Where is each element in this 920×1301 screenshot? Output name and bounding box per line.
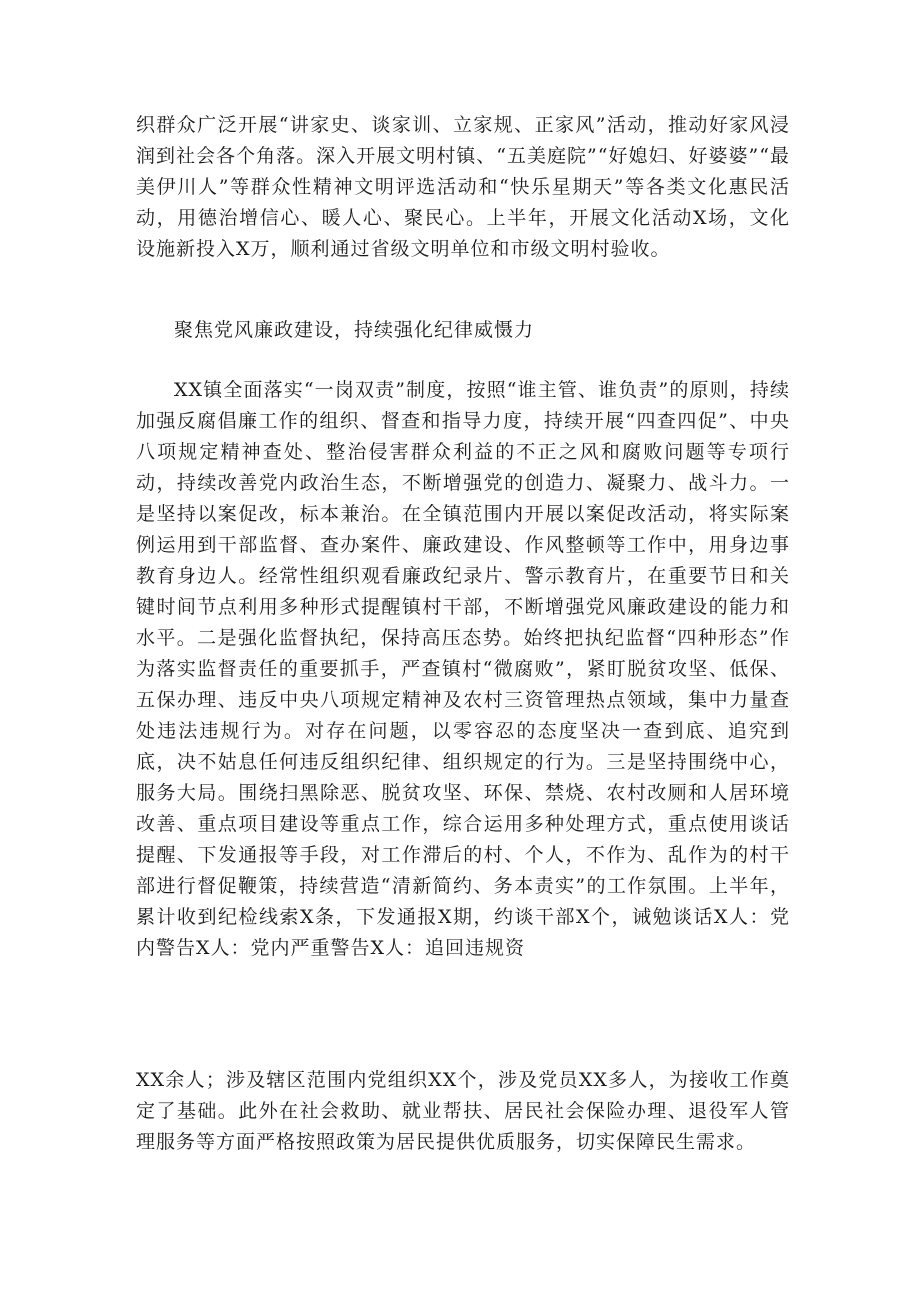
body-paragraph: 织群众广泛开展“讲家史、谈家训、立家规、正家风”活动，推动好家风浸润到社会各个角落。深入开展文明村镇、“五美庭院”“好媳妇、好婆婆”“最美伊川人”等群众性精神文明评选活动和“快乐星期天”等各类文化惠民活动，用德治增信心、暖人心、聚民心。上半年，开展文化活动X场，文化设施新投入X万，顺利通过省级文明单位和市级文明村验收。: [136, 114, 790, 260]
body-paragraph: XX余人；涉及辖区范围内党组织XX个，涉及党员XX多人，为接收工作奠定了基础。此外在社会救助、就业帮扶、居民社会保险办理、退役军人管理服务等方面严格按照政策为居民提供优质服务，切实保障民生需求。: [136, 1069, 790, 1153]
body-paragraph: XX镇全面落实“一岗双责”制度，按照“谁主管、谁负责”的原则，持续加强反腐倡廉工作的组织、督查和指导力度，持续开展“四查四促”、中央八项规定精神查处、整治侵害群众利益的不正之风和腐败问题等专项行动，持续改善党内政治生态，不断增强党的创造力、凝聚力、战斗力。一是坚持以案促改，标本兼治。在全镇范围内开展以案促改活动，将实际案例运用到干部监督、查办案件、廉政建设、作风整顿等工作中，用身边事教育身边人。经常性组织观看廉政纪录片、警示教育片，在重要节日和关键时间节点利用多种形式提醒镇村干部，不断增强党风廉政建设的能力和水平。二是强化监督执纪，保持高压态势。始终把执纪监督“四种形态”作为落实监督责任的重要抓手，严查镇村“微腐败”，紧盯脱贫攻坚、低保、五保办理、违反中央八项规定精神及农村三资管理热点领域，集中力量查处违法违规行为。对存在问题，以零容忍的态度坚决一查到底、追究到底，决不姑息任何违反组织纪律、组织规定的行为。三是坚持围绕中心，服务大局。围绕扫黑除恶、脱贫攻坚、环保、禁烧、农村改厕和人居环境改善、重点项目建设等重点工作，综合运用多种处理方式，重点使用谈话提醒、下发通报等手段，对工作滞后的村、个人，不作为、乱作为的村干部进行督促鞭策，持续营造“清新简约、务本责实”的工作氛围。上半年，累计收到纪检线索X条，下发通报X期，约谈干部X个，诫勉谈话X人：党内警告X人：党内严重警告X人：追回违规资: [136, 379, 790, 959]
section-heading: 聚焦党风廉政建设，持续强化纪律威慑力: [174, 319, 535, 341]
